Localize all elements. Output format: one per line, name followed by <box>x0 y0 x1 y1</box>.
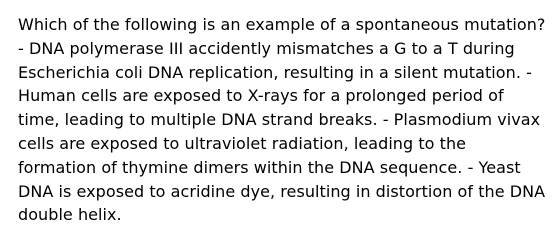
question-line: double helix. <box>18 205 122 225</box>
question-line: - DNA polymerase III accidently mismatches a G to a T during <box>18 38 515 58</box>
question-line: Which of the following is an example of a spontaneous mutation? <box>18 15 546 34</box>
question-line: Escherichia coli DNA replication, resulting in a silent mutation. - <box>18 62 532 82</box>
question-line: Human cells are exposed to X-rays for a prolonged period of <box>18 86 504 106</box>
question-line: DNA is exposed to acridine dye, resulting in distortion of the DNA <box>18 181 546 201</box>
question-line: formation of thymine dimers within the DNA sequence. - Yeast <box>18 157 521 177</box>
question-line: time, leading to multiple DNA strand breaks. - Plasmodium vivax <box>18 110 541 130</box>
question-line: cells are exposed to ultraviolet radiation, leading to the <box>18 133 467 153</box>
question-text <box>18 13 546 227</box>
